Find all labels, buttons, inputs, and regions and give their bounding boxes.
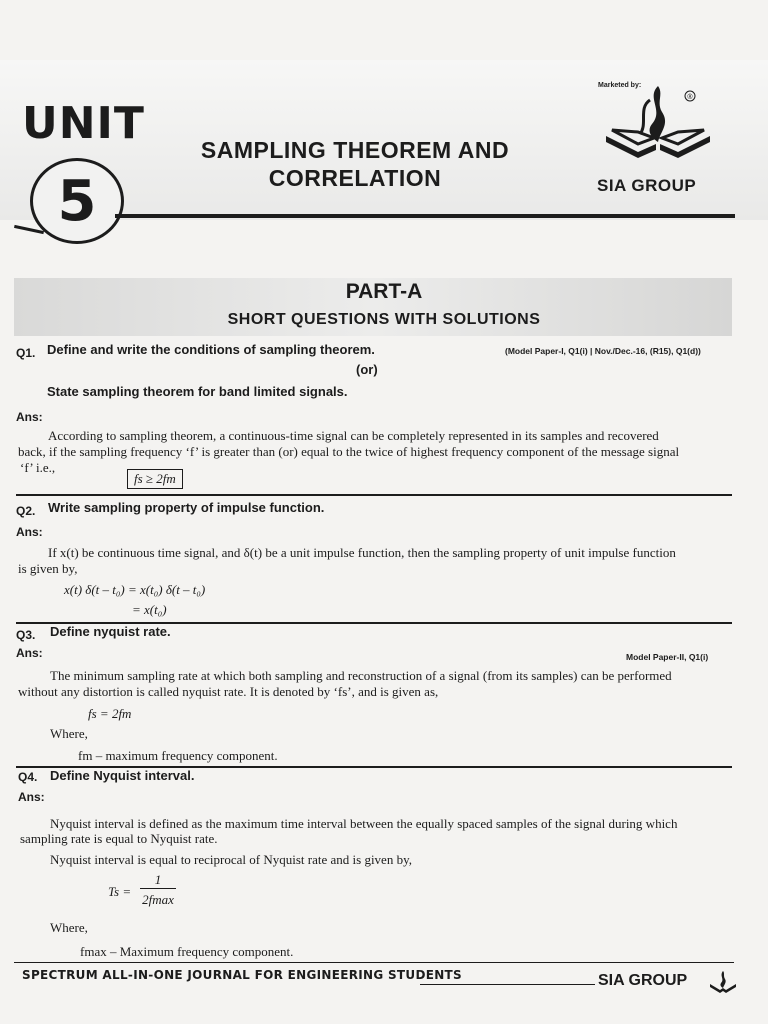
q2-body-line1: If x(t) be continuous time signal, and δ(t) be a unit impulse function, then the sampling property of unit impulse function [48,545,676,560]
q2-equation-line2: = x(t₀) [132,602,167,617]
q4-where: Where, [50,920,88,935]
q1-or: (or) [356,362,378,377]
q2-text: Write sampling property of impulse function. [48,500,325,515]
q1-ans-label: Ans: [16,410,43,424]
q1-body-line1: According to sampling theorem, a continuous-time signal can be completely represented in its samples and recovered [48,428,659,443]
chapter-title-line2: CORRELATION [268,165,442,191]
q1-body-line3: ‘f’ i.e., [20,460,56,475]
q3-where: Where, [50,726,88,741]
q2-ans-label: Ans: [16,525,43,539]
q3-ans-label: Ans: [16,646,43,660]
q3-reference: Model Paper-II, Q1(i) [626,652,709,662]
footer-divider-top [14,962,734,963]
part-title: PART-A [345,280,423,303]
q4-number: Q4. [18,770,38,784]
q2-equation-line1: x(t) δ(t – t₀) = x(t₀) δ(t – t₀) [64,582,206,597]
q2-body-line2: is given by, [18,561,78,576]
marketed-by-label: Marketed by: [598,82,642,89]
footer-logo-icon [708,970,738,994]
chapter-title [150,136,560,192]
unit-number: 5 [57,168,97,234]
q3-number: Q3. [16,628,36,642]
q1-formula: fs ≥ 2fm [127,469,183,489]
q4-body-line3: Nyquist interval is equal to reciprocal of Nyquist rate and is given by, [50,852,412,867]
q4-ans-label: Ans: [18,790,45,804]
sia-book-logo-icon [598,84,718,174]
q4-text: Define Nyquist interval. [50,768,195,783]
unit-number-badge [30,158,124,244]
q1-text: Define and write the conditions of sampling theorem. [47,342,375,357]
q3-definition: fm – maximum frequency component. [78,748,278,763]
q1-number: Q1. [16,346,36,360]
brand-name: SIA GROUP [597,176,697,195]
footer-brand: SIA GROUP [598,972,688,989]
q3-body-line2: without any distortion is called nyquist rate. It is denoted by ‘fs’, and is given as, [18,684,439,699]
q4-body-line1: Nyquist interval is defined as the maximum time interval between the equally spaced samples of the signal during which [50,816,678,831]
q4-equation-numerator: 1 [140,872,176,889]
q1-body-line2: back, if the sampling frequency ‘f’ is greater than (or) equal to the twice of highest frequency component of the message signal [18,444,680,459]
q1-reference: (Model Paper-I, Q1(i) | Nov./Dec.-16, (R15), Q1(d)) [505,346,701,356]
q4-equation-denominator: 2fmax [142,892,174,907]
q2-number: Q2. [16,504,36,518]
q3-body-line1: The minimum sampling rate at which both sampling and reconstruction of a signal (from its samples) can be performed [50,668,672,683]
q3-text: Define nyquist rate. [50,624,171,639]
q4-body-line2: sampling rate is equal to Nyquist rate. [20,831,218,846]
header-divider [115,214,735,218]
part-subtitle: SHORT QUESTIONS WITH SOLUTIONS [227,311,541,328]
footer-journal-title: SPECTRUM ALL-IN-ONE JOURNAL FOR ENGINEERING STUDENTS [22,968,462,982]
q4-equation-lhs: Ts = [108,884,132,899]
q3-equation: fs = 2fm [88,706,132,721]
registered-mark: ® [687,94,693,101]
q1-divider [16,494,732,496]
q4-definition: fmax – Maximum frequency component. [80,944,294,959]
unit-label: UNIT [22,98,145,149]
footer-divider [420,984,595,985]
chapter-title-line1: SAMPLING THEOREM AND [200,137,510,163]
q1-alt-text: State sampling theorem for band limited signals. [47,384,348,399]
